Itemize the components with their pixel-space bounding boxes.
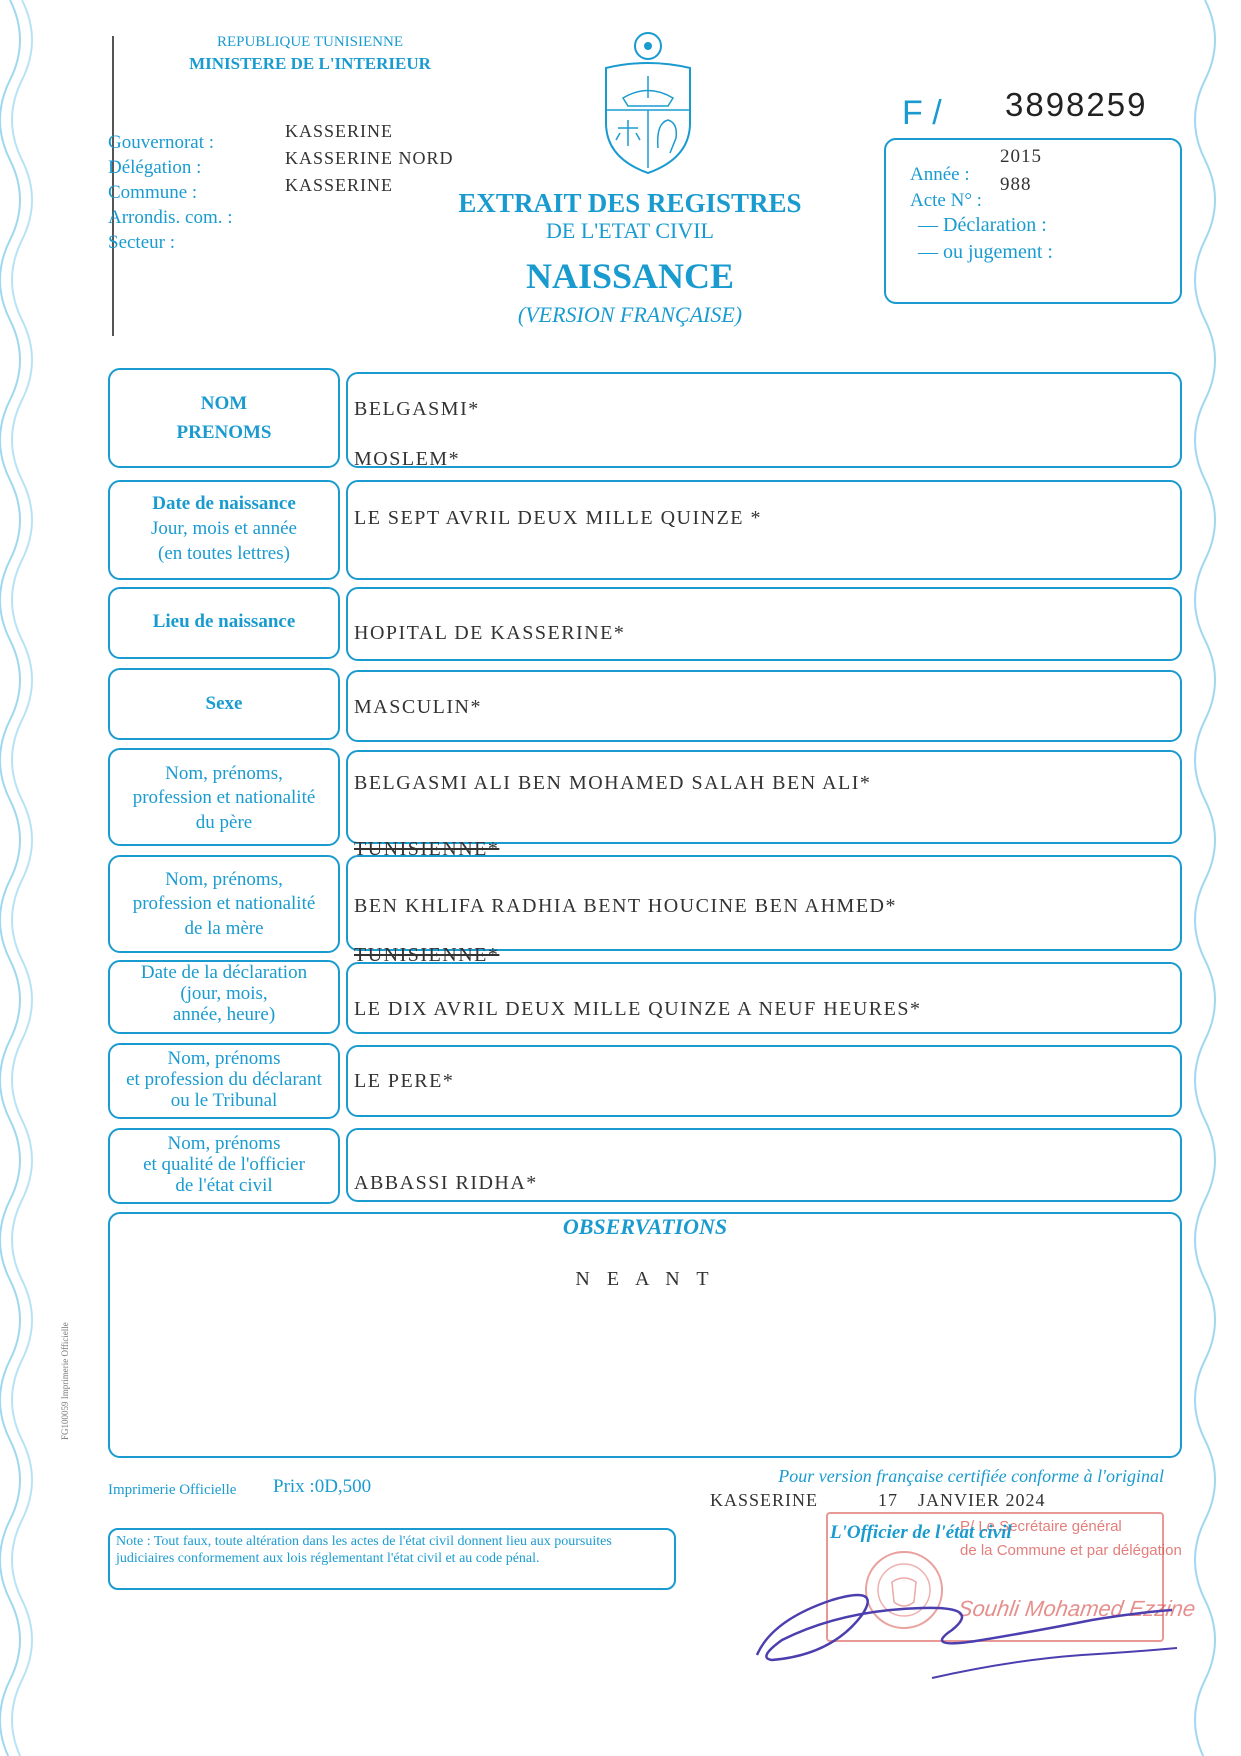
delegation-value: KASSERINE NORD (285, 148, 454, 168)
nom-value: BELGASMI* (354, 398, 480, 420)
decorative-border-left (0, 0, 46, 1756)
observations-box (108, 1212, 1182, 1458)
certified-text: Pour version française certifiée conforme à l'original (778, 1466, 1164, 1486)
pere-value-box (346, 750, 1182, 844)
arrondis-label: Arrondis. com. : (108, 207, 233, 228)
gouvernorat-value: KASSERINE (285, 121, 394, 141)
officier-label-line1: Nom, prénoms (167, 1133, 281, 1154)
observations-title: OBSERVATIONS (562, 1214, 728, 1239)
prix-label: Prix :0D,500 (273, 1476, 372, 1497)
legal-note: Note : Tout faux, toute altération dans les actes de l'état civil donnent lieu aux poursuites judiciaires conformement aux lois réglementant l'état civil et au code pénal. (116, 1534, 612, 1566)
pere-label-line2: profession et nationalité (132, 787, 316, 808)
declarant-label-line2: et profession du déclarant (126, 1069, 322, 1090)
declaration-date-label-line2: (jour, mois, (180, 983, 268, 1004)
stamp-line1: P/ Le Secrétaire général (960, 1518, 1122, 1535)
date-naissance-label: Date de naissance (152, 493, 296, 514)
coat-of-arms-icon (598, 28, 698, 178)
republic-label: REPUBLIQUE TUNISIENNE (217, 34, 403, 50)
nom-label-box (108, 368, 340, 468)
admin-values (285, 118, 454, 199)
secteur-label: Secteur : (108, 232, 176, 253)
title-line1: EXTRAIT DES REGISTRES (458, 188, 802, 218)
imprimerie-label: Imprimerie Officielle (108, 1482, 237, 1498)
annee-value: 2015 (1000, 146, 1042, 167)
date-month-year-value: JANVIER 2024 (918, 1490, 1046, 1510)
pere-nationality: TUNISIENNE* (354, 838, 500, 860)
version-subtitle: (VERSION FRANÇAISE) (517, 302, 743, 327)
pere-label-line3: du père (195, 812, 253, 833)
date-naissance-sublabel2: (en toutes lettres) (158, 543, 290, 564)
declarant-value: LE PERE* (354, 1070, 455, 1092)
mere-label-line2: profession et nationalité (132, 893, 316, 914)
stamp-officer-name: Souhli Mohamed Ezzine (956, 1596, 1198, 1621)
commune-label: Commune : (108, 182, 198, 203)
handwritten-signature (752, 1560, 1182, 1690)
officer-signature-label: L'Officier de l'état civil (830, 1522, 1012, 1543)
jugement-label: — ou jugement : (918, 241, 1053, 263)
stamp-line2: de la Commune et par délégation (960, 1542, 1182, 1559)
declarant-label-line3: ou le Tribunal (170, 1090, 278, 1111)
declaration-label: — Déclaration : (918, 214, 1047, 236)
mere-label-line3: de la mère (184, 918, 264, 939)
serial-prefix: F / (902, 94, 942, 132)
date-day-value: 17 (878, 1490, 898, 1510)
side-print-code: FG100059 Imprimerie Officielle (60, 1322, 70, 1440)
lieu-label: Lieu de naissance (152, 611, 296, 632)
serial-number: 3898259 (1005, 86, 1148, 123)
mere-nationality: TUNISIENNE* (354, 944, 500, 966)
declaration-date-value: LE DIX AVRIL DEUX MILLE QUINZE A NEUF HEURES* (354, 998, 922, 1020)
officier-label-line2: et qualité de l'officier (143, 1154, 305, 1175)
mere-value: BEN KHLIFA RADHIA BENT HOUCINE BEN AHMED* (354, 895, 897, 917)
date-naissance-sublabel: Jour, mois et année (151, 518, 297, 539)
delegation-label: Délégation : (108, 157, 202, 178)
observations-value: N E A N T (575, 1268, 715, 1290)
place-value: KASSERINE (710, 1490, 819, 1510)
declarant-label-line1: Nom, prénoms (167, 1048, 281, 1069)
commune-value: KASSERINE (285, 175, 394, 195)
sexe-value: MASCULIN* (354, 696, 482, 718)
date-naissance-value-box (346, 480, 1182, 580)
pere-value: BELGASMI ALI BEN MOHAMED SALAH BEN ALI* (354, 772, 872, 794)
acte-value: 988 (1000, 174, 1032, 195)
sexe-label: Sexe (205, 693, 243, 714)
title-line2: DE L'ETAT CIVIL (546, 218, 714, 243)
prenoms-value: MOSLEM* (354, 448, 461, 470)
gouvernorat-label: Gouvernorat : (108, 132, 215, 153)
admin-labels (108, 130, 233, 255)
prenoms-label: PRENOMS (176, 422, 272, 443)
declarant-value-box (346, 1045, 1182, 1117)
annee-label: Année : (910, 164, 970, 185)
mere-label-line1: Nom, prénoms, (165, 869, 283, 890)
document-type-title: NAISSANCE (525, 256, 735, 296)
declaration-date-label-line3: année, heure) (172, 1004, 276, 1025)
pere-label-line1: Nom, prénoms, (165, 763, 283, 784)
officier-value: ABBASSI RIDHA* (354, 1172, 538, 1194)
nom-label: NOM (200, 393, 248, 414)
date-naissance-value: LE SEPT AVRIL DEUX MILLE QUINZE * (354, 507, 762, 529)
decorative-border-right (1185, 0, 1231, 1756)
acte-label: Acte N° : (910, 190, 982, 211)
officier-label-line3: de l'état civil (175, 1175, 273, 1196)
ministry-label: MINISTERE DE L'INTERIEUR (189, 54, 431, 73)
declaration-date-label-line1: Date de la déclaration (140, 962, 308, 983)
lieu-value: HOPITAL DE KASSERINE* (354, 622, 626, 644)
